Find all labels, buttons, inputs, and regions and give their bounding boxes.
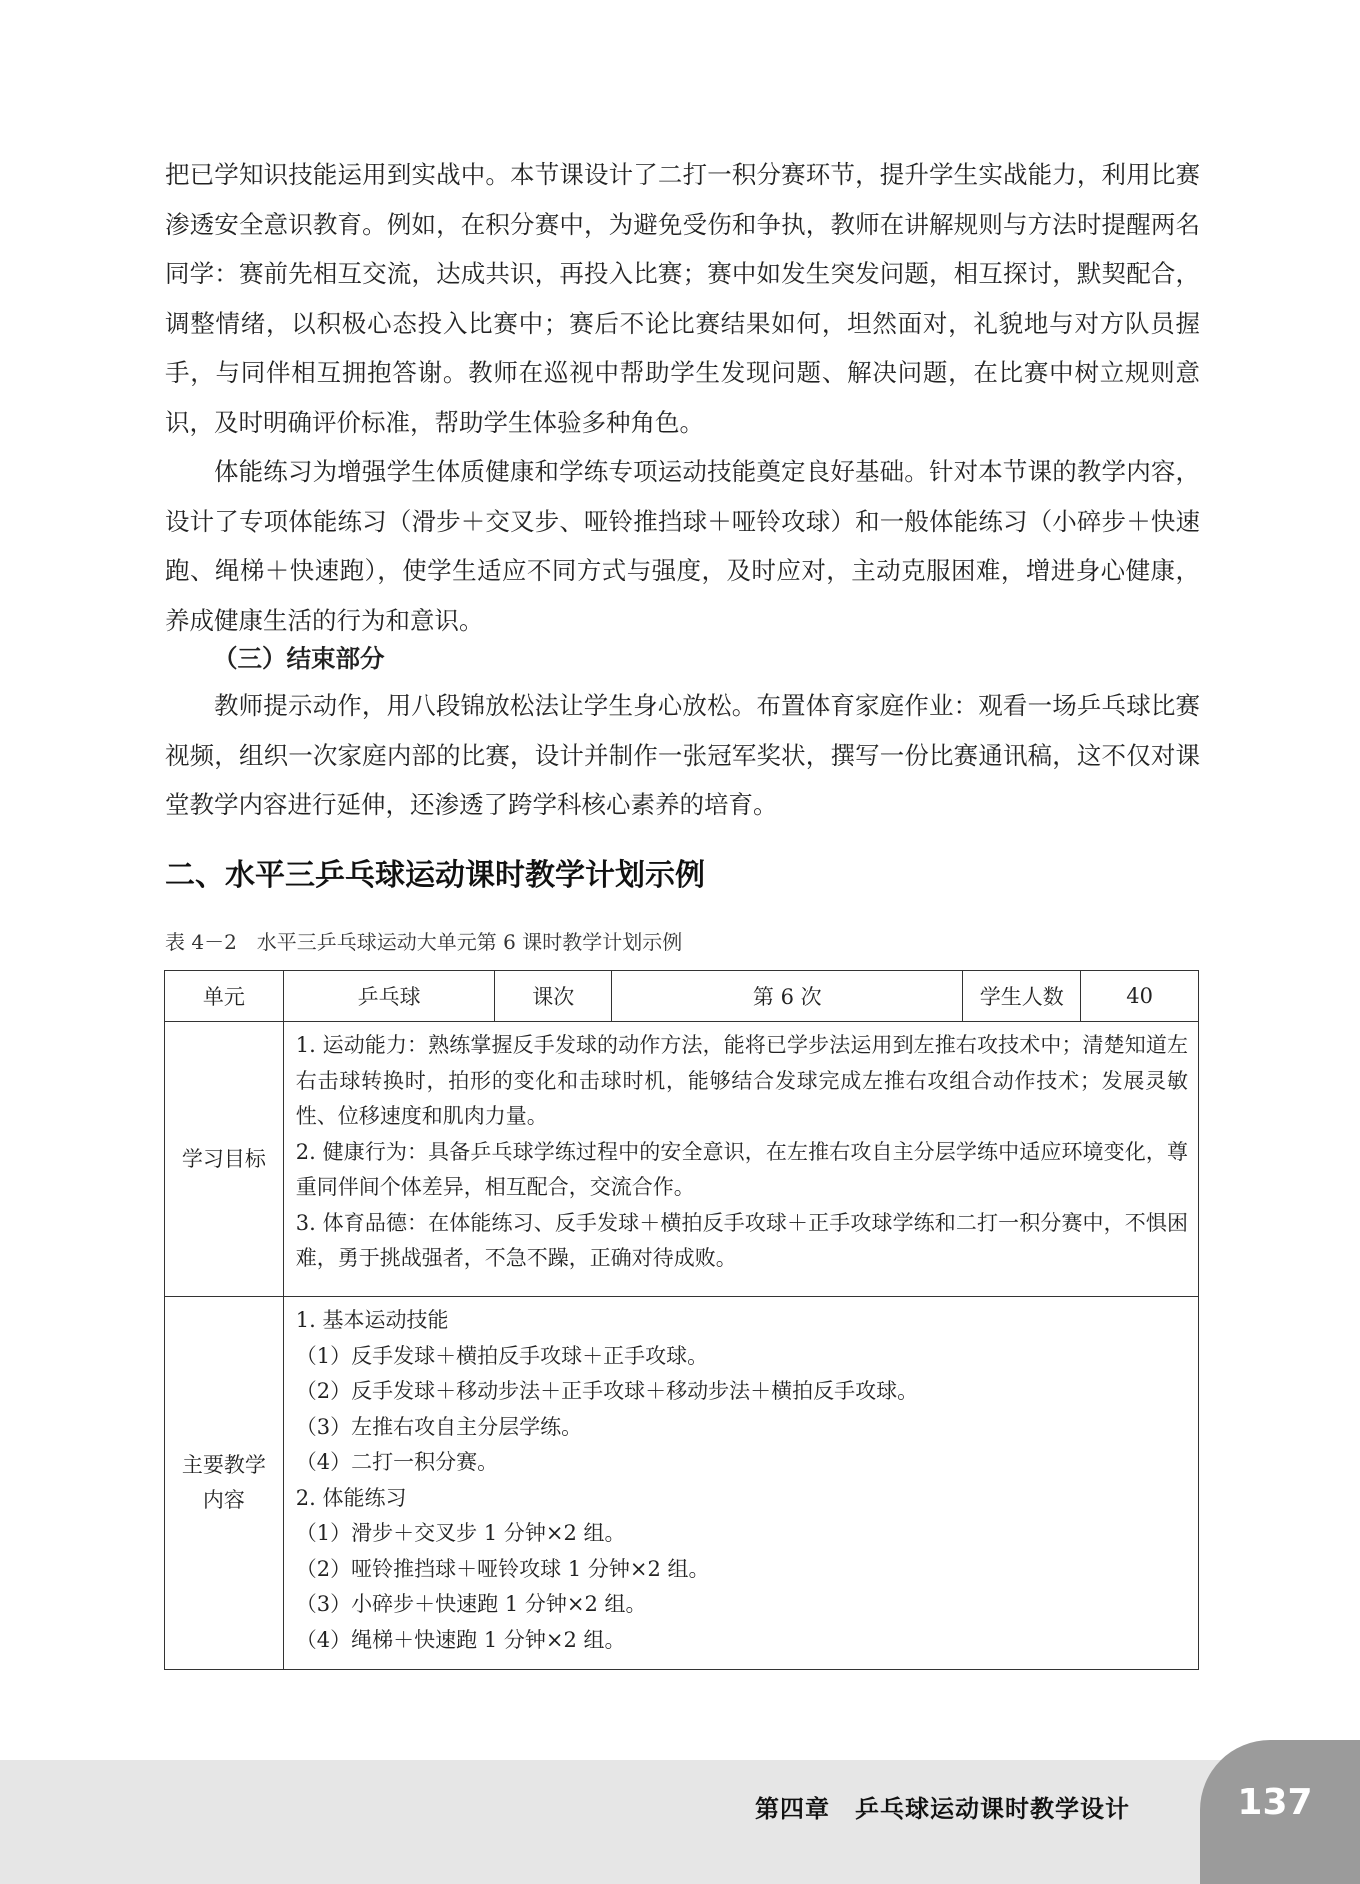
goal-item: 1. 运动能力：熟练掌握反手发球的动作方法，能将已学步法运用到左推右攻技术中；清楚知道左右击球转换时，拍形的变化和击球时机，能够结合发球完成左推右攻组合动作技术；发展灵敏性、位移速度和肌肉力量。 <box>295 1033 1188 1128</box>
goals-row <box>165 1022 1199 1297</box>
paragraph-fitness: 体能练习为增强学生体质健康和学练专项运动技能奠定良好基础。针对本节课的教学内容，设计了专项体能练习（滑步＋交叉步、哑铃推挡球＋哑铃攻球）和一般体能练习（小碎步＋快速跑、绳梯＋快速跑），使学生适应不同方式与强度，及时应对，主动克服困难，增进身心健康，养成健康生活的行为和意识。 <box>165 457 1200 635</box>
content-item: （1）反手发球＋横拍反手攻球＋正手攻球。 <box>295 1343 709 1368</box>
paragraph-continuation: 把已学知识技能运用到实战中。本节课设计了二打一积分赛环节，提升学生实战能力，利用比赛渗透安全意识教育。例如，在积分赛中，为避免受伤和争执，教师在讲解规则与方法时提醒两名同学：赛前先相互交流，达成共识，再投入比赛；赛中如发生突发问题，相互探讨，默契配合，调整情绪，以积极心态投入比赛中；赛后不论比赛结果如何，坦然面对，礼貌地与对方队员握手，与同伴相互拥抱答谢。教师在巡视中帮助学生发现问题、解决问题，在比赛中树立规则意识，及时明确评价标准，帮助学生体验多种角色。 <box>165 160 1200 437</box>
paragraph-ending: 教师提示动作，用八段锦放松法让学生身心放松。布置体育家庭作业：观看一场乒乓球比赛视频，组织一次家庭内部的比赛，设计并制作一张冠军奖状，撰写一份比赛通讯稿，这不仅对课堂教学内容进行延伸，还渗透了跨学科核心素养的培育。 <box>165 691 1200 819</box>
section-title: 二、水平三乒乓球运动课时教学计划示例 <box>165 858 705 893</box>
unit-label: 单元 <box>165 971 284 1022</box>
goals-content <box>283 1022 1198 1297</box>
lesson-value: 第 6 次 <box>612 971 963 1022</box>
goal-item: 3. 体育品德：在体能练习、反手发球＋横拍反手攻球＋正手攻球学练和二打一积分赛中，不惧困难，勇于挑战强者，不急不躁，正确对待成败。 <box>295 1210 1188 1270</box>
content-item: （1）滑步＋交叉步 1 分钟×2 组。 <box>295 1521 626 1545</box>
goal-item: 2. 健康行为：具备乒乓球学练过程中的安全意识，在左推右攻自主分层学练中适应环境变化，尊重同伴间个体差异，相互配合，交流合作。 <box>295 1139 1188 1199</box>
content-item: （3）小碎步＋快速跑 1 分钟×2 组。 <box>295 1592 647 1616</box>
content-item: （4）绳梯＋快速跑 1 分钟×2 组。 <box>295 1627 626 1652</box>
content-label-line: 内容 <box>202 1488 245 1512</box>
table-caption: 表 4－2 水平三乒乓球运动大单元第 6 课时教学计划示例 <box>165 930 683 954</box>
table-header-row <box>165 971 1199 1022</box>
page-number: 137 <box>1237 1782 1313 1823</box>
content-item: （4）二打一积分赛。 <box>295 1450 499 1474</box>
unit-value: 乒乓球 <box>283 971 495 1022</box>
content-item: 2. 体能练习 <box>295 1485 407 1510</box>
subheading-ending: （三）结束部分 <box>213 644 385 673</box>
content-label-line: 主要教学 <box>181 1453 266 1477</box>
footer-band <box>0 1760 1360 1884</box>
students-value: 40 <box>1081 971 1199 1022</box>
lesson-label: 课次 <box>495 971 612 1022</box>
main-content <box>283 1297 1198 1670</box>
lesson-plan-table <box>164 970 1199 1670</box>
content-item: 1. 基本运动技能 <box>295 1308 449 1332</box>
content-label <box>165 1297 284 1670</box>
content-row <box>165 1297 1199 1670</box>
content-item: （2）哑铃推挡球＋哑铃攻球 1 分钟×2 组。 <box>295 1556 710 1581</box>
goals-label: 学习目标 <box>165 1022 284 1297</box>
chapter-title: 第四章 乒乓球运动课时教学设计 <box>755 1795 1130 1823</box>
content-item: （2）反手发球＋移动步法＋正手攻球＋移动步法＋横拍反手攻球。 <box>295 1379 919 1403</box>
students-label: 学生人数 <box>963 971 1081 1022</box>
content-item: （3）左推右攻自主分层学练。 <box>295 1414 583 1439</box>
